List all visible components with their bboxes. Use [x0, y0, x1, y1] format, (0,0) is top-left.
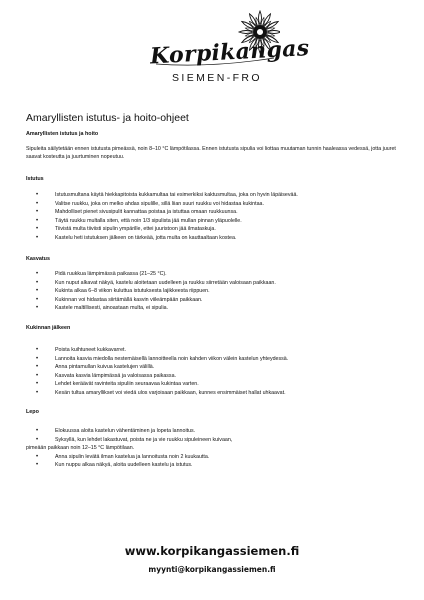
bullet-icon: • [36, 305, 39, 311]
section-heading-kasvatus: Kasvatus [26, 256, 50, 262]
list-item: • Täytä ruukku multalla siten, että noin 1/3 sipulista jää mullan pinnan yläpuolelle. [36, 217, 242, 224]
list-item: • Poista kuihtuneet kukkavarret. [36, 347, 126, 353]
website-link[interactable]: www.korpikangassiemen.fi [124, 544, 300, 558]
bullet-icon: • [36, 234, 39, 241]
bullet-icon: • [36, 428, 39, 434]
bullet-icon: • [36, 453, 39, 460]
bullet-icon: • [36, 288, 39, 294]
bullet-icon: • [36, 347, 39, 353]
bullet-icon: • [36, 279, 39, 286]
bullet-icon: • [36, 389, 39, 396]
section-heading-kukinnan-jalkeen: Kukinnan jälkeen [26, 325, 71, 331]
list-item: • Lehdet keräävät ravinteita sipuliin seuraavaa kukintaa varten. [36, 381, 199, 387]
list-kukinnan-jalkeen [26, 346, 406, 397]
list-item: • Anna sipulin levätä ilman kastelua ja lannoitusta noin 2 kuukautta. [36, 453, 210, 460]
document-subtitle: Amaryllisten istutus ja hoito [26, 131, 99, 137]
bullet-icon: • [36, 355, 39, 362]
bullet-icon: • [36, 200, 39, 207]
bullet-icon: • [36, 296, 39, 303]
list-item: • Istutusmultana käytä hiekkapitoista kukkamultaa tai esimerkiksi kaktusmultaa, joka on hyvin läpäisevää. [36, 192, 298, 198]
list-item: • Kasvata kasvia lämpimässä ja valoisassa paikassa. [36, 372, 177, 379]
list-item: • Kastelu heti istutuksen jälkeen on tärkeää, jotta multa on kauttaaltaan kostea. [36, 234, 237, 241]
list-kasvatus [26, 270, 406, 313]
page-title: Amaryllisten istutus- ja hoito-ohjeet [26, 112, 189, 124]
brand-name: Korpikangas [149, 35, 311, 70]
list-item: • Kun nuput alkavat näkyä, kastelu aloitetaan uudelleen ja ruukku siirretään valoisaan paikkaan. [36, 279, 276, 286]
list-item-continuation: pimeään paikkaan noin 12–15 °C lämpötilaan. [26, 445, 135, 451]
list-item: • Elokuussa aloita kastelun vähentäminen ja lopeta lannoitus. [36, 428, 196, 434]
bullet-icon: • [36, 364, 39, 370]
brand-logo [149, 10, 311, 92]
bullet-icon: • [36, 209, 39, 215]
list-item: • Tiivistä multa tiiviisti sipulin ympärille, ettei juuristoon jää ilmataskuja. [36, 226, 216, 232]
email-link[interactable]: myynti@korpikangassiemen.fi [148, 565, 276, 574]
list-item: • Anna pintamullan kuivua kastelujen välillä. [36, 364, 155, 370]
bullet-icon: • [36, 381, 39, 387]
bullet-icon: • [36, 372, 39, 379]
section-heading-lepo: Lepo [26, 409, 39, 415]
bullet-icon: • [36, 192, 39, 198]
bullet-icon: • [36, 217, 39, 224]
list-item: • Kastele maltillisesti, ainoastaan multa, ei sipulia. [36, 305, 169, 311]
list-item: • Kukinta alkaa 6–8 viikon kuluttua istutuksesta lajikkeesta riippuen. [36, 288, 210, 294]
list-item: • Pidä ruukkua lämpimässä paikassa (21–25 °C). [36, 271, 167, 277]
bullet-icon: • [36, 226, 39, 232]
list-item: • Kesän tultua amaryllikset voi viedä ulos varjoisaan paikkaan, kunnes ensimmäiset hallat uhkaavat. [36, 389, 286, 396]
bullet-icon: • [36, 271, 39, 277]
list-item: • Valitse ruukku, joka on melko ahdas sipulille, sillä liian suuri ruukku voi hidastaa kukintaa. [36, 200, 264, 207]
section-heading-istutus: Istutus [26, 176, 44, 182]
brand-subtitle: SIEMEN-FRO [172, 72, 262, 84]
list-item: • Syksyllä, kun lehdet lakastuvat, poista ne ja vie ruukku sipuleineen kuivaan, [36, 436, 233, 443]
bullet-icon: • [36, 436, 39, 443]
intro-paragraph: Sipuleita säilytetään ennen istutusta pimeässä, noin 8–10 °C lämpötilassa. Ennen istutusta sipulia voi liottaa muutaman tunnin haaleassa vedessä, jotta juuret saavat kosteutta ja juurtuminen nopeutuu. [26, 146, 396, 160]
list-lepo [26, 427, 406, 470]
list-item: • Kukinnan voi hidastaa siirtämällä kasvin viileämpään paikkaan. [36, 296, 203, 303]
list-item: • Kun nuppu alkaa näkyä, aloita uudelleen kastelu ja istutus. [36, 462, 193, 468]
list-item: • Lannoita kasvia miedolla nestemäisellä lannoitteella noin kahden viikon välein kastelun yhteydessä. [36, 355, 289, 362]
list-istutus [26, 191, 406, 242]
list-item: • Mahdolliset pienet sivusipulit kannattaa poistaa ja istuttaa omaan ruukkuunsa. [36, 209, 238, 215]
bullet-icon: • [36, 462, 39, 468]
